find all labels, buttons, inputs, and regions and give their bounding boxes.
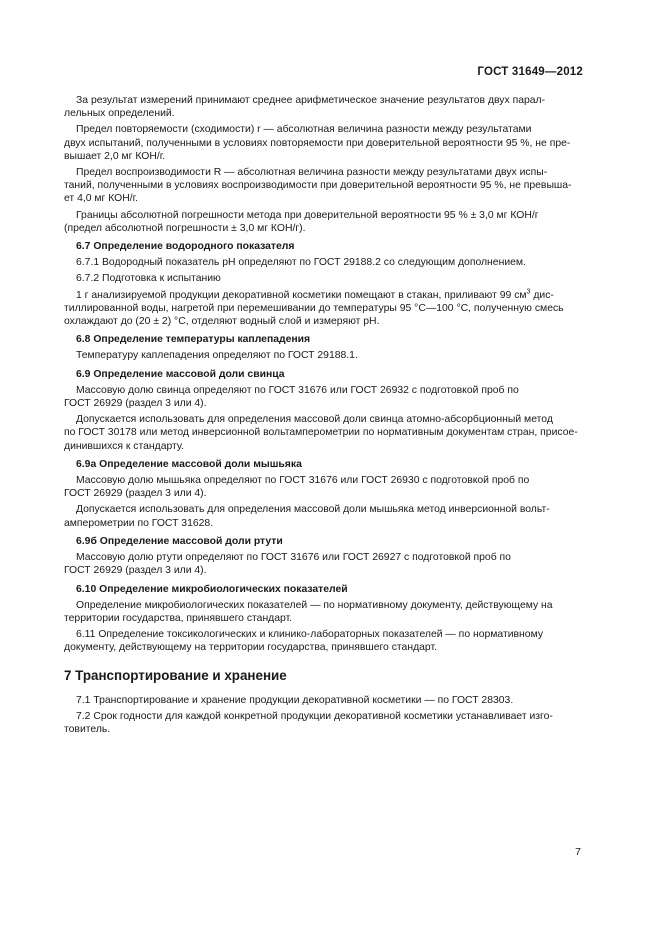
heading-6-9b: 6.9б Определение массовой доли ртути — [76, 535, 283, 547]
heading-6-9a: 6.9а Определение массовой доли мышьяка — [76, 458, 302, 470]
text-line: Допускается использовать для определения массовой доли мышьяка метод инверсионной вольт- — [76, 504, 550, 516]
text-line: ГОСТ 26929 (раздел 3 или 4). — [64, 398, 207, 410]
paragraph-repeatability — [64, 123, 584, 163]
paragraph-6-7-2-body — [64, 288, 584, 329]
text-line: лельных определений. — [64, 108, 175, 120]
text-line: товитель. — [64, 724, 111, 736]
paragraph-error-bounds — [64, 209, 584, 235]
text-line: Допускается использовать для определения массовой доли свинца атомно-абсорбционный метод — [76, 414, 553, 426]
text-line: ет 4,0 мг КОН/г. — [64, 193, 139, 205]
text-line — [76, 289, 584, 302]
paragraph-6-8: Температуру каплепадения определяют по ГОСТ 29188.1. — [76, 350, 358, 362]
text-line: охлаждают до (20 ± 2) °С, отделяют водный слой и измеряют pH. — [64, 316, 380, 328]
paragraph-6-9b — [64, 551, 584, 577]
heading-6-8: 6.8 Определение температуры каплепадения — [76, 334, 311, 346]
text-line: Определение микробиологических показателей — по нормативному документу, действующему на — [76, 599, 553, 611]
section-heading-7: 7 Транспортирование и хранение — [64, 667, 287, 683]
paragraph-6-9-a — [64, 384, 584, 410]
paragraph-6-9a-b — [64, 503, 584, 529]
paragraph-reproducibility — [64, 166, 584, 206]
text-fragment: 1 г анализируемой продукции декоративной косметики помещают в стакан, приливают 99 см — [76, 289, 527, 301]
text-line: Массовую долю свинца определяют по ГОСТ 31676 или ГОСТ 26932 с подготовкой проб по — [76, 384, 519, 396]
text-line: (предел абсолютной погрешности ± 3,0 мг КОН/г). — [64, 222, 306, 234]
text-line: амперометрии по ГОСТ 31628. — [64, 517, 214, 529]
paragraph-result — [64, 94, 584, 120]
text-line: Массовую долю мышьяка определяют по ГОСТ 31676 или ГОСТ 26930 с подготовкой проб по — [76, 475, 530, 487]
heading-6-9: 6.9 Определение массовой доли свинца — [76, 368, 285, 380]
text-line: динившихся к стандарту. — [64, 440, 184, 452]
document-body — [64, 94, 584, 739]
text-line: территории государства, принявшего стандарт. — [64, 612, 293, 624]
text-line: Предел воспроизводимости R — абсолютная величина разности между результатами двух испы- — [76, 167, 548, 179]
text-line: таний, полученными в условиях воспроизводимости при доверительной вероятности 95 %, не превыша- — [64, 180, 572, 192]
text-line: вышает 2,0 мг КОН/г. — [64, 150, 166, 162]
text-line: За результат измерений принимают среднее арифметическое значение результатов двух парал- — [76, 95, 546, 106]
superscript: 3 — [526, 288, 531, 296]
text-line: ГОСТ 26929 (раздел 3 или 4). — [64, 488, 207, 500]
text-line: 6.11 Определение токсикологических и клинико-лабораторных показателей — по нормативному — [76, 629, 544, 641]
paragraph-6-7-1: 6.7.1 Водородный показатель pH определяют по ГОСТ 29188.2 со следующим дополнением. — [76, 257, 526, 269]
text-line: документу, действующему на территории государства, принявшего стандарт. — [64, 642, 437, 654]
text-line: по ГОСТ 30178 или метод инверсионной вольтамперометрии по нормативным документам стран, присое- — [64, 427, 578, 439]
text-line: Предел повторяемости (сходимости) r — абсолютная величина разности между результатами — [76, 124, 532, 136]
heading-6-10: 6.10 Определение микробиологических показателей — [76, 583, 348, 595]
paragraph-6-9-b — [64, 413, 584, 453]
text-line: Границы абсолютной погрешности метода при доверительной вероятности 95 % ± 3,0 мг КОН/г — [76, 209, 539, 221]
paragraph-7-1: 7.1 Транспортирование и хранение продукции декоративной косметики — по ГОСТ 28303. — [76, 694, 514, 706]
text-line: двух испытаний, полученными в условиях повторяемости при доверительной вероятности 95 %, не пре- — [64, 137, 571, 149]
paragraph-7-2 — [64, 710, 584, 736]
text-line: ГОСТ 26929 (раздел 3 или 4). — [64, 565, 207, 577]
text-line: тиллированной воды, нагретой при перемешивании до температуры 95 °С—100 °С, полученную смесь — [64, 302, 564, 314]
text-fragment: дис- — [530, 289, 554, 301]
document-standard-number: ГОСТ 31649—2012 — [477, 66, 583, 78]
text-line: Массовую долю ртути определяют по ГОСТ 31676 или ГОСТ 26927 с подготовкой проб по — [76, 552, 511, 564]
paragraph-6-7-2: 6.7.2 Подготовка к испытанию — [76, 273, 221, 285]
heading-6-7: 6.7 Определение водородного показателя — [76, 241, 295, 253]
paragraph-6-10 — [64, 599, 584, 625]
paragraph-6-9a-a — [64, 474, 584, 500]
text-line: 7.2 Срок годности для каждой конкретной продукции декоративной косметики устанавливает изго- — [76, 710, 553, 722]
page-number: 7 — [575, 846, 581, 858]
paragraph-6-11 — [64, 628, 584, 654]
